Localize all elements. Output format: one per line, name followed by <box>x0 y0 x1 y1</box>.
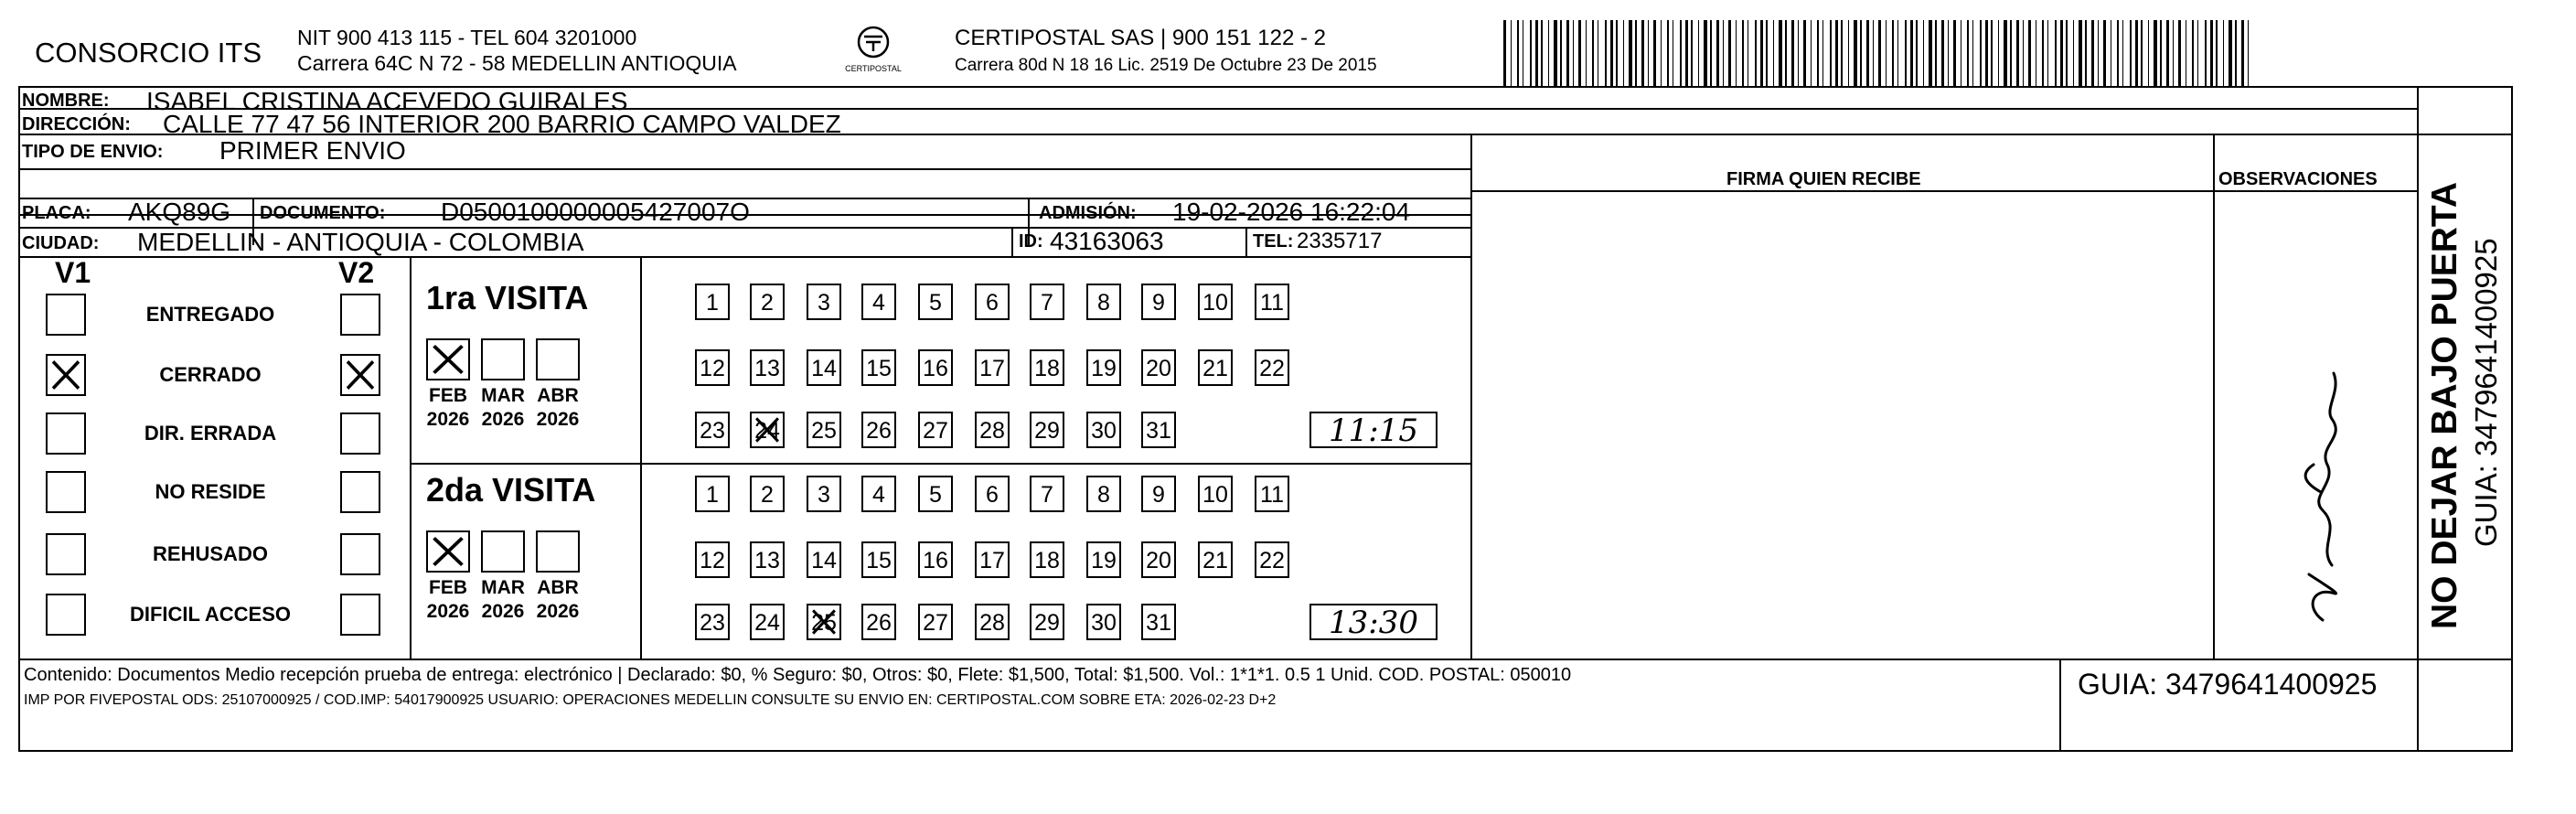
day-box-18[interactable]: 18 <box>1030 541 1064 578</box>
document-value: D0500100000005427007O <box>441 198 750 226</box>
day-box-30[interactable]: 30 <box>1086 412 1121 448</box>
day-box-2[interactable]: 2 <box>750 476 785 512</box>
handwritten-signature <box>2268 346 2368 629</box>
month-year-label: 2026 <box>426 601 470 622</box>
day-box-19[interactable]: 19 <box>1086 541 1121 578</box>
company-address: Carrera 64C N 72 - 58 MEDELLIN ANTIOQUIA <box>297 51 737 75</box>
month-checkbox-abr[interactable] <box>536 530 580 573</box>
day-box-22[interactable]: 22 <box>1255 541 1289 578</box>
tel-value: 2335717 <box>1297 229 1383 253</box>
plate-label: PLACA: <box>22 203 91 223</box>
v2-label: V2 <box>338 256 375 289</box>
day-box-12[interactable]: 12 <box>695 541 730 578</box>
day-box-29[interactable]: 29 <box>1030 604 1064 640</box>
day-box-13[interactable]: 13 <box>750 541 785 578</box>
type-label: TIPO DE ENVIO: <box>22 142 164 162</box>
month-year-label: 2026 <box>481 601 525 622</box>
carrier-address: Carrera 80d N 18 16 Lic. 2519 De Octubre 23 De 2015 <box>955 56 1377 75</box>
day-box-29[interactable]: 29 <box>1030 412 1064 448</box>
address-label: DIRECCIÓN: <box>22 114 131 134</box>
day-box-28[interactable]: 28 <box>975 412 1010 448</box>
day-box-23[interactable]: 23 <box>695 604 730 640</box>
day-box-5[interactable]: 5 <box>918 284 953 320</box>
v2-checkbox-2[interactable] <box>340 354 380 396</box>
day-box-31[interactable]: 31 <box>1141 604 1176 640</box>
day-box-1[interactable]: 1 <box>695 284 730 320</box>
company-nit: NIT 900 413 115 - TEL 604 3201000 <box>297 26 637 49</box>
day-box-19[interactable]: 19 <box>1086 349 1121 386</box>
day-box-27[interactable]: 27 <box>918 604 953 640</box>
month-checkbox-mar[interactable] <box>481 338 525 380</box>
day-box-20[interactable]: 20 <box>1141 349 1176 386</box>
day-box-6[interactable]: 6 <box>975 476 1010 512</box>
certipostal-logo <box>832 24 914 79</box>
day-box-11[interactable]: 11 <box>1255 284 1289 320</box>
recipient-name: ISABEL CRISTINA ACEVEDO GUIRALES <box>146 87 628 115</box>
status-option-label: DIR. ERRADA <box>144 422 277 444</box>
v2-checkbox-1[interactable] <box>340 294 380 336</box>
status-option-label: REHUSADO <box>153 542 268 565</box>
plate-value: AKQ89G <box>128 198 231 226</box>
day-box-21[interactable]: 21 <box>1198 349 1233 386</box>
month-label: FEB <box>429 385 467 406</box>
v1-label: V1 <box>55 256 91 289</box>
day-box-3[interactable]: 3 <box>807 476 841 512</box>
status-option-label: CERRADO <box>159 363 262 386</box>
month-year-label: 2026 <box>536 601 580 622</box>
name-label: NOMBRE: <box>22 91 110 111</box>
v1-checkbox-5[interactable] <box>46 533 86 575</box>
shipment-type: PRIMER ENVIO <box>219 136 406 165</box>
day-box-10[interactable]: 10 <box>1198 476 1233 512</box>
visit-2-title: 2da VISITA <box>426 471 596 509</box>
v1-checkbox-3[interactable] <box>46 412 86 455</box>
day-box-30[interactable]: 30 <box>1086 604 1121 640</box>
month-year-label: 2026 <box>481 409 525 430</box>
day-box-22[interactable]: 22 <box>1255 349 1289 386</box>
day-box-24[interactable]: 24 <box>750 604 785 640</box>
month-label: ABR <box>537 385 579 406</box>
day-box-8[interactable]: 8 <box>1086 284 1121 320</box>
day-box-25[interactable]: 25 <box>807 604 841 640</box>
side-guide: GUIA: 3479641400925 <box>2469 238 2503 547</box>
observations-header: OBSERVACIONES <box>2218 169 2378 189</box>
admission-value: 19-02-2026 16:22:04 <box>1172 198 1410 226</box>
month-year-label: 2026 <box>426 409 470 430</box>
main-grid <box>18 86 2513 752</box>
visit-time-box[interactable]: 13:30 <box>1309 604 1438 640</box>
footer-guide: GUIA: 3479641400925 <box>2078 668 2378 701</box>
day-box-17[interactable]: 17 <box>975 349 1010 386</box>
carrier-name: CERTIPOSTAL SAS | 900 151 122 - 2 <box>955 26 1326 50</box>
day-box-10[interactable]: 10 <box>1198 284 1233 320</box>
day-box-16[interactable]: 16 <box>918 541 953 578</box>
day-box-5[interactable]: 5 <box>918 476 953 512</box>
guide-frame <box>18 16 2513 807</box>
day-box-27[interactable]: 27 <box>918 412 953 448</box>
month-label: FEB <box>429 577 467 598</box>
month-label: ABR <box>537 577 579 598</box>
company-name: CONSORCIO ITS <box>35 37 262 69</box>
day-box-4[interactable]: 4 <box>861 476 896 512</box>
month-year-label: 2026 <box>536 409 580 430</box>
day-box-15[interactable]: 15 <box>861 349 896 386</box>
city-label: CIUDAD: <box>22 233 100 253</box>
day-box-17[interactable]: 17 <box>975 541 1010 578</box>
v2-checkbox-5[interactable] <box>340 533 380 575</box>
recipient-address: CALLE 77 47 56 INTERIOR 200 BARRIO CAMPO VALDEZ <box>163 110 841 138</box>
day-box-18[interactable]: 18 <box>1030 349 1064 386</box>
v1-checkbox-4[interactable] <box>46 471 86 513</box>
day-box-7[interactable]: 7 <box>1030 284 1064 320</box>
day-box-21[interactable]: 21 <box>1198 541 1233 578</box>
visit-time-box[interactable]: 11:15 <box>1309 412 1438 448</box>
day-box-20[interactable]: 20 <box>1141 541 1176 578</box>
day-box-8[interactable]: 8 <box>1086 476 1121 512</box>
day-box-14[interactable]: 14 <box>807 541 841 578</box>
day-box-2[interactable]: 2 <box>750 284 785 320</box>
signature-header: FIRMA QUIEN RECIBE <box>1726 169 1921 189</box>
id-label: ID: <box>1019 231 1043 252</box>
day-box-25[interactable]: 25 <box>807 412 841 448</box>
day-box-28[interactable]: 28 <box>975 604 1010 640</box>
day-box-14[interactable]: 14 <box>807 349 841 386</box>
day-box-13[interactable]: 13 <box>750 349 785 386</box>
day-box-31[interactable]: 31 <box>1141 412 1176 448</box>
status-option-label: NO RESIDE <box>155 480 266 503</box>
day-box-9[interactable]: 9 <box>1141 476 1176 512</box>
day-box-15[interactable]: 15 <box>861 541 896 578</box>
day-box-16[interactable]: 16 <box>918 349 953 386</box>
month-checkbox-feb[interactable] <box>426 338 470 380</box>
day-box-23[interactable]: 23 <box>695 412 730 448</box>
day-box-9[interactable]: 9 <box>1141 284 1176 320</box>
admission-label: ADMISIÓN: <box>1039 203 1137 223</box>
side-warning: NO DEJAR BAJO PUERTA <box>2425 181 2464 629</box>
tel-label: TEL: <box>1253 231 1294 252</box>
v2-checkbox-6[interactable] <box>340 594 380 636</box>
document-label: DOCUMENTO: <box>260 203 386 223</box>
day-box-26[interactable]: 26 <box>861 604 896 640</box>
v1-checkbox-2[interactable] <box>46 354 86 396</box>
v1-checkbox-1[interactable] <box>46 294 86 336</box>
status-option-label: DIFICIL ACCESO <box>129 603 291 626</box>
visit-1-title: 1ra VISITA <box>426 279 589 316</box>
day-box-3[interactable]: 3 <box>807 284 841 320</box>
month-checkbox-mar[interactable] <box>481 530 525 573</box>
month-checkbox-feb[interactable] <box>426 530 470 573</box>
month-checkbox-abr[interactable] <box>536 338 580 380</box>
day-box-26[interactable]: 26 <box>861 412 896 448</box>
day-box-12[interactable]: 12 <box>695 349 730 386</box>
day-box-4[interactable]: 4 <box>861 284 896 320</box>
barcode <box>1503 20 2257 86</box>
v2-checkbox-3[interactable] <box>340 412 380 455</box>
month-label: MAR <box>481 385 525 406</box>
footer-printed: IMP POR FIVEPOSTAL ODS: 25107000925 / COD.IMP: 54017900925 USUARIO: OPERACIONES MEDELLIN CONSULTE SU ENVIO EN: CERTIPOSTAL.COM SOBRE ETA: 2026-02-23 D+2 <box>24 692 1277 708</box>
day-box-6[interactable]: 6 <box>975 284 1010 320</box>
footer-content: Contenido: Documentos Medio recepción prueba de entrega: electrónico | Declarado: $0, % Seguro: $0, Otros: $0, Flete: $1,500, Total: $1,500. Vol.: 1*1*1. 0.5 1 Unid. COD. POSTAL: 050010 <box>24 665 1572 685</box>
v1-checkbox-6[interactable] <box>46 594 86 636</box>
id-value: 43163063 <box>1050 227 1164 255</box>
day-box-7[interactable]: 7 <box>1030 476 1064 512</box>
month-label: MAR <box>481 577 525 598</box>
day-box-11[interactable]: 11 <box>1255 476 1289 512</box>
day-box-1[interactable]: 1 <box>695 476 730 512</box>
status-option-label: ENTREGADO <box>145 303 275 326</box>
v2-checkbox-4[interactable] <box>340 471 380 513</box>
logo-text: CERTIPOSTAL <box>845 64 902 73</box>
city-value: MEDELLIN - ANTIOQUIA - COLOMBIA <box>137 228 584 256</box>
day-box-24[interactable]: 24 <box>750 412 785 448</box>
